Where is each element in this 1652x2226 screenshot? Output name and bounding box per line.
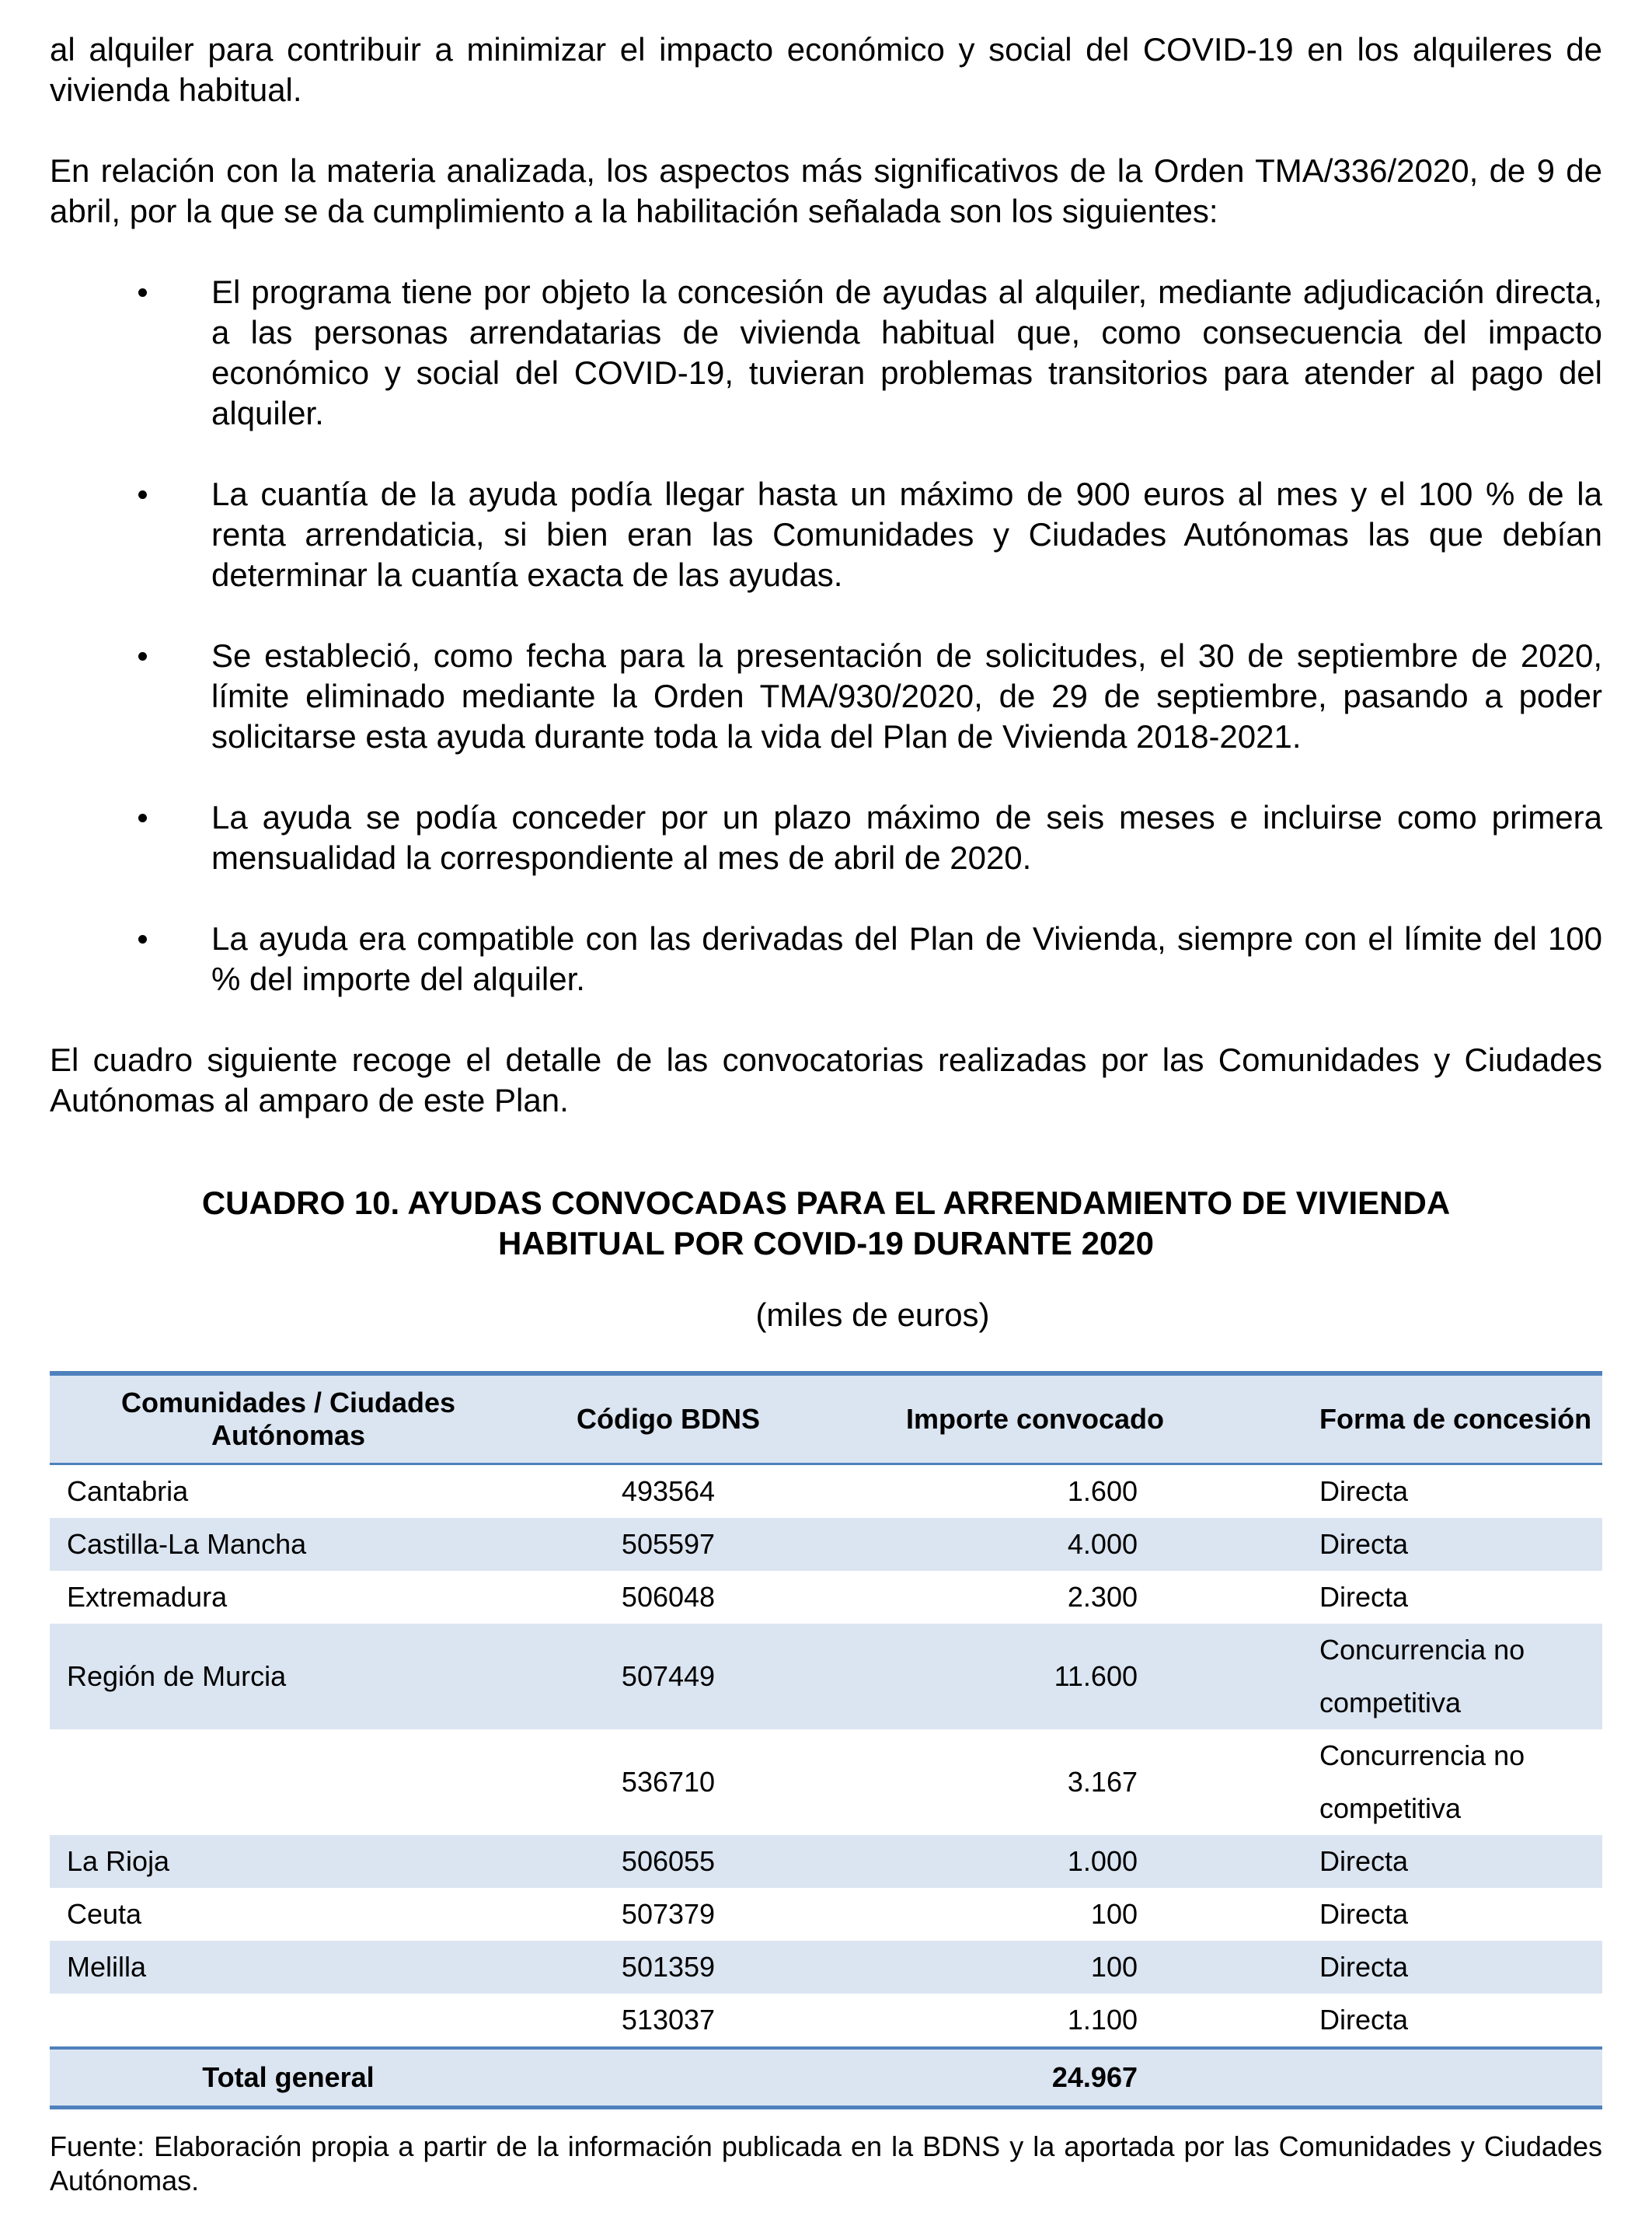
cell-forma: Concurrencia no competitiva [1319, 1739, 1525, 1824]
table-header-row [50, 1373, 1602, 1464]
table-row [50, 1464, 1602, 1519]
cell-importe: 3.167 [1067, 1766, 1138, 1798]
cell-comunidad: Melilla [67, 1951, 147, 1983]
cell-comunidad: Castilla-La Mancha [67, 1528, 307, 1560]
table-row [50, 1994, 1602, 2048]
cell-comunidad [50, 1994, 527, 2048]
cell-importe: 4.000 [1067, 1528, 1138, 1560]
total-codigo-empty [527, 2048, 810, 2108]
aspects-bullet-list [50, 272, 1602, 1000]
cell-codigo: 505597 [621, 1528, 716, 1560]
cell-forma: Directa [1319, 1475, 1409, 1507]
cell-forma: Directa [1319, 1898, 1409, 1930]
bullet-text: La ayuda se podía conceder por un plazo máximo de seis meses e incluirse como primera mensualidad la correspondiente al mes de abril de 2020. [211, 799, 1602, 876]
cell-forma: Concurrencia no competitiva [1319, 1634, 1525, 1718]
bullet-icon [138, 288, 147, 297]
cell-comunidad [50, 1729, 527, 1835]
bullet-icon [138, 490, 147, 499]
cell-comunidad: Extremadura [67, 1581, 228, 1613]
cell-importe: 1.600 [1067, 1475, 1138, 1507]
cell-comunidad: Ceuta [67, 1898, 142, 1930]
cell-importe: 1.100 [1067, 2004, 1138, 2036]
table-row [50, 1941, 1602, 1994]
table-row [50, 1729, 1602, 1835]
table-source-note: Fuente: Elaboración propia a partir de la información publicada en la BDNS y la aportada por las Comunidades y Ciudades Autónomas. [50, 2130, 1602, 2196]
cell-comunidad: La Rioja [67, 1845, 170, 1877]
cell-forma: Directa [1319, 1951, 1409, 1983]
bullet-text: La ayuda era compatible con las derivadas del Plan de Vivienda, siempre con el límite del 100 % del importe del alquiler. [211, 920, 1602, 997]
cell-comunidad: Región de Murcia [67, 1660, 287, 1692]
closing-paragraph: El cuadro siguiente recoge el detalle de las convocatorias realizadas por las Comunidades y Ciudades Autónomas al amparo de este Plan. [50, 1041, 1602, 1118]
header-importe: Importe convocado [810, 1373, 1260, 1464]
cell-forma: Directa [1319, 1845, 1409, 1877]
bullet-icon [138, 935, 147, 944]
bullet-icon [138, 652, 147, 661]
cell-comunidad: Cantabria [67, 1475, 189, 1507]
bullet-text: La cuantía de la ayuda podía llegar hasta un máximo de 900 euros al mes y el 100 % de la renta arrendaticia, si bien eran las Comunidades y Ciudades Autónomas las que debían determinar la cuantía exacta de las ayudas. [211, 476, 1602, 593]
cell-codigo: 506055 [621, 1845, 716, 1877]
cell-codigo: 513037 [621, 2004, 716, 2036]
total-forma-empty [1260, 2048, 1602, 2108]
bullet-item [50, 474, 1602, 595]
cell-codigo: 506048 [621, 1581, 716, 1613]
table-row [50, 1518, 1602, 1571]
header-codigo: Código BDNS [527, 1373, 810, 1464]
cell-forma: Directa [1319, 1581, 1409, 1613]
total-importe: 24.967 [810, 2048, 1260, 2108]
table-row [50, 1624, 1602, 1729]
table-row [50, 1835, 1602, 1888]
cell-importe: 100 [1090, 1898, 1138, 1930]
table-row [50, 1888, 1602, 1941]
bullet-text: El programa tiene por objeto la concesión de ayudas al alquiler, mediante adjudicación directa, a las personas arrendatarias de vivienda habitual que, como consecuencia del impacto económico y social del COVID-19, tuvieran problemas transitorios para atender al pago del alquiler. [211, 274, 1602, 431]
document-page [50, 30, 1602, 2226]
header-forma: Forma de concesión [1260, 1373, 1602, 1464]
intro-paragraph-2: En relación con la materia analizada, los aspectos más significativos de la Orden TMA/336/2020, de 9 de abril, por la que se da cumplimiento a la habilitación señalada son los siguientes: [50, 152, 1602, 229]
bullet-item [50, 919, 1602, 1000]
cell-importe: 100 [1090, 1951, 1138, 1983]
table-total-row [50, 2048, 1602, 2108]
bullet-icon [138, 814, 147, 822]
table-units: (miles de euros) [755, 1296, 990, 1333]
bullet-text: Se estableció, como fecha para la presentación de solicitudes, el 30 de septiembre de 2020, límite eliminado mediante la Orden TMA/930/2020, de 29 de septiembre, pasando a poder solicitarse esta ayuda durante toda la vida del Plan de Vivienda 2018-2021. [211, 637, 1602, 755]
aid-calls-table [50, 1371, 1602, 2109]
table-title-line-2: HABITUAL POR COVID-19 DURANTE 2020 [497, 1225, 1155, 1261]
cell-codigo: 507379 [621, 1898, 716, 1930]
total-label: Total general [50, 2048, 527, 2108]
cell-codigo: 536710 [621, 1766, 716, 1798]
table-title-line-1: CUADRO 10. AYUDAS CONVOCADAS PARA EL ARRENDAMIENTO DE VIVIENDA [201, 1185, 1451, 1221]
table-title [50, 1183, 1602, 1264]
cell-importe: 11.600 [1054, 1660, 1138, 1692]
bullet-item [50, 797, 1602, 878]
cell-importe: 1.000 [1067, 1845, 1138, 1877]
bullet-item [50, 636, 1602, 757]
cell-codigo: 507449 [621, 1660, 716, 1692]
cell-forma: Directa [1319, 2004, 1409, 2036]
bullet-item [50, 272, 1602, 434]
cell-codigo: 493564 [621, 1475, 716, 1507]
cell-forma: Directa [1319, 1528, 1409, 1560]
intro-paragraph-1: al alquiler para contribuir a minimizar el impacto económico y social del COVID-19 en los alquileres de vivienda habitual. [50, 31, 1602, 108]
header-comunidad: Comunidades / Ciudades Autónomas [50, 1373, 527, 1464]
cell-codigo: 501359 [621, 1951, 716, 1983]
cell-importe: 2.300 [1067, 1581, 1138, 1613]
table-row [50, 1571, 1602, 1624]
